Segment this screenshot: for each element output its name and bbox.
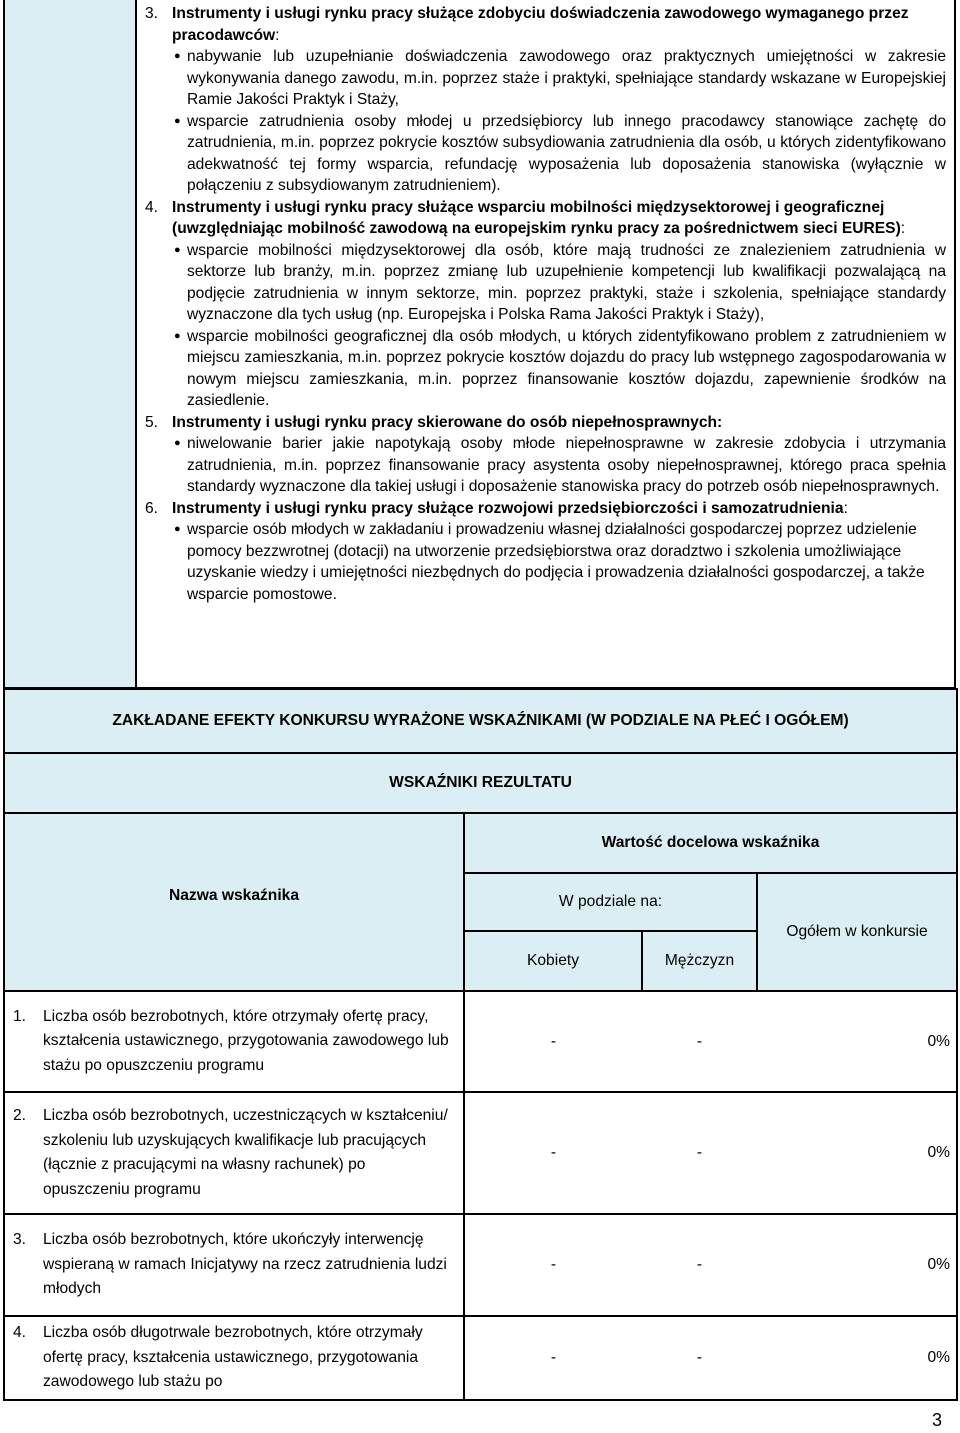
men-value: -	[642, 991, 757, 1092]
left-shaded-column	[5, 0, 137, 687]
total-header: Ogółem w konkursie	[757, 873, 957, 991]
section-5	[145, 412, 946, 434]
table-row	[4, 1214, 957, 1316]
list-item	[172, 240, 946, 326]
indicator-name: Liczba osób bezrobotnych, które otrzymały ofertę pracy, kształcenia ustawicznego, przygotowania zawodowego lub stażu po opuszczeniu programu	[43, 1007, 449, 1074]
indicator-name: Liczba osób długotrwale bezrobotnych, które otrzymały ofertę pracy, kształcenia ustawicznego, przygotowania zawodowego lub stażu po	[43, 1324, 423, 1391]
women-header: Kobiety	[464, 931, 642, 991]
section-title: Instrumenty i usługi rynku pracy skierowane do osób niepełnosprawnych:	[172, 413, 723, 431]
bullet-text: wsparcie mobilności międzysektorowej dla osób, które mają trudności ze znalezieniem zatrudnienia w sektorze lub branży, m.in. poprzez zmianę lub uzupełnienie kompetencji lub kwalifikacji pozwalającą na podjęcie zatrudnienia w innym sektorze, min. poprzez praktyki, staże i szkolenia, spełniające standardy wyznaczone dla tych usług (np. Europejska i Polska Rama Jakości Praktyk i Staży),	[187, 241, 946, 323]
bullet-icon: ●	[174, 437, 181, 449]
table-row	[4, 991, 957, 1092]
indicator-name-header: Nazwa wskaźnika	[4, 873, 464, 991]
women-value: -	[464, 1092, 642, 1214]
indicators-table	[3, 688, 958, 1401]
bullet-icon: ●	[174, 329, 181, 342]
list-item	[172, 433, 946, 498]
section-4	[145, 197, 946, 240]
men-value: -	[642, 1092, 757, 1214]
bullet-icon: ●	[174, 114, 181, 127]
row-number: 4.	[13, 1324, 27, 1342]
row-number: 1.	[13, 1007, 27, 1025]
section-title-suffix: :	[843, 499, 848, 517]
total-value: 0%	[757, 1214, 957, 1316]
section-3	[145, 3, 946, 46]
section-title-suffix: :	[900, 220, 906, 237]
table-heading: ZAKŁADANE EFEKTY KONKURSU WYRAŻONE WSKAŹNIKAMI (W PODZIALE NA PŁEĆ I OGÓŁEM)	[4, 689, 957, 753]
row-number: 3.	[13, 1231, 27, 1249]
section-title: Instrumenty i usługi rynku pracy służące wsparciu mobilności międzysektorowej i geograficznej (uwzględniając mobilność zawodową na europejskim rynku pracy za pośrednictwem sieci EURES)	[172, 198, 901, 237]
bullet-text: wsparcie zatrudnienia osoby młodej u przedsiębiorcy lub innego pracodawcy stanowiące zachętę do zatrudnienia, m.in. poprzez pokrycie kosztów subsydiowania zatrudnienia dla osób, u których zidentyfikowano adekwatność tej formy wsparcia, refundację wyposażenia lub doposażenia stanowiska (wyłącznie w połączeniu z subsydiowanym zatrudnieniem).	[187, 112, 946, 194]
section-title: Instrumenty i usługi rynku pracy służące zdobyciu doświadczenia zawodowego wymaganego przez pracodawców	[172, 5, 909, 44]
section-title: Instrumenty i usługi rynku pracy służące rozwojowi przedsiębiorczości i samozatrudnienia	[172, 499, 844, 517]
row-number: 2.	[13, 1107, 27, 1124]
bullet-icon: ●	[174, 243, 181, 256]
instruments-content	[145, 3, 946, 605]
section-number: 4.	[145, 198, 159, 216]
section-title-suffix: :	[275, 26, 280, 44]
split-header: W podziale na:	[464, 873, 757, 931]
header-spacer	[4, 813, 464, 873]
section-number: 3.	[145, 5, 159, 22]
women-value: -	[464, 1214, 642, 1316]
men-value: -	[642, 1214, 757, 1316]
list-item	[172, 519, 946, 605]
list-item	[172, 46, 946, 111]
total-value: 0%	[757, 1092, 957, 1214]
instruments-section	[3, 0, 956, 689]
section-number: 6.	[145, 499, 159, 517]
list-item	[172, 326, 946, 412]
table-row	[4, 1092, 957, 1214]
indicator-name: Liczba osób bezrobotnych, które ukończyły interwencję wspieraną w ramach Inicjatywy na rzecz zatrudnienia ludzi młodych	[43, 1231, 447, 1298]
table-row	[4, 1316, 957, 1400]
list-item	[172, 111, 946, 197]
bullet-text: wsparcie mobilności geograficznej dla osób młodych, u których zidentyfikowano problem z zatrudnieniem w miejscu zamieszkania, m.in. poprzez pokrycie kosztów dojazdu do pracy lub wstępnego zagospodarowania w nowym miejscu zamieszkania, m.in. poprzez finansowanie kosztów dojazdu, zapewnienie środków na zasiedlenie.	[187, 327, 946, 409]
bullet-text: wsparcie osób młodych w zakładaniu i prowadzeniu własnej działalności gospodarczej poprzez udzielenie pomocy bezzwrotnej (dotacji) na utworzenie przedsiębiorstwa oraz doradztwo i szkolenia umożliwiające uzyskanie wiedzy i umiejętności niezbędnych do podjęcia i prowadzenia działalności gospodarczej, a także wsparcie pomostowe.	[187, 521, 925, 603]
men-header: Mężczyzn	[642, 931, 757, 991]
bullet-text: niwelowanie barier jakie napotykają osoby młode niepełnosprawne w zakresie zdobycia i utrzymania zatrudnienia, m.in. poprzez finansowanie pracy asystenta osoby niepełnosprawnej, którego praca spełnia standardy wyznaczone dla takiej usługi i doposażenie stanowiska pracy do potrzeb osób niepełnosprawnych.	[187, 435, 946, 495]
bullet-icon: ●	[174, 50, 181, 62]
men-value: -	[642, 1316, 757, 1400]
page-number: 3	[931, 1410, 942, 1430]
target-value-header: Wartość docelowa wskaźnika	[464, 813, 957, 873]
women-value: -	[464, 991, 642, 1092]
women-value: -	[464, 1316, 642, 1400]
indicator-name: Liczba osób bezrobotnych, uczestniczących w kształceniu/ szkoleniu lub uzyskujących kwalifikacje lub pracujących (łącznie z pracującymi na własny rachunek) po opuszczeniu programu	[43, 1107, 448, 1198]
section-number: 5.	[145, 413, 159, 431]
total-value: 0%	[757, 991, 957, 1092]
bullet-icon: ●	[174, 523, 181, 535]
section-6	[145, 498, 946, 520]
bullet-text: nabywanie lub uzupełnianie doświadczenia zawodowego oraz praktycznych umiejętności w zakresie wykonywania danego zawodu, m.in. poprzez staże i praktyki, spełniające standardy wskazane w Europejskiej Ramie Jakości Praktyk i Staży,	[187, 48, 946, 108]
table-subheading: WSKAŹNIKI REZULTATU	[4, 753, 957, 813]
total-value: 0%	[757, 1316, 957, 1400]
